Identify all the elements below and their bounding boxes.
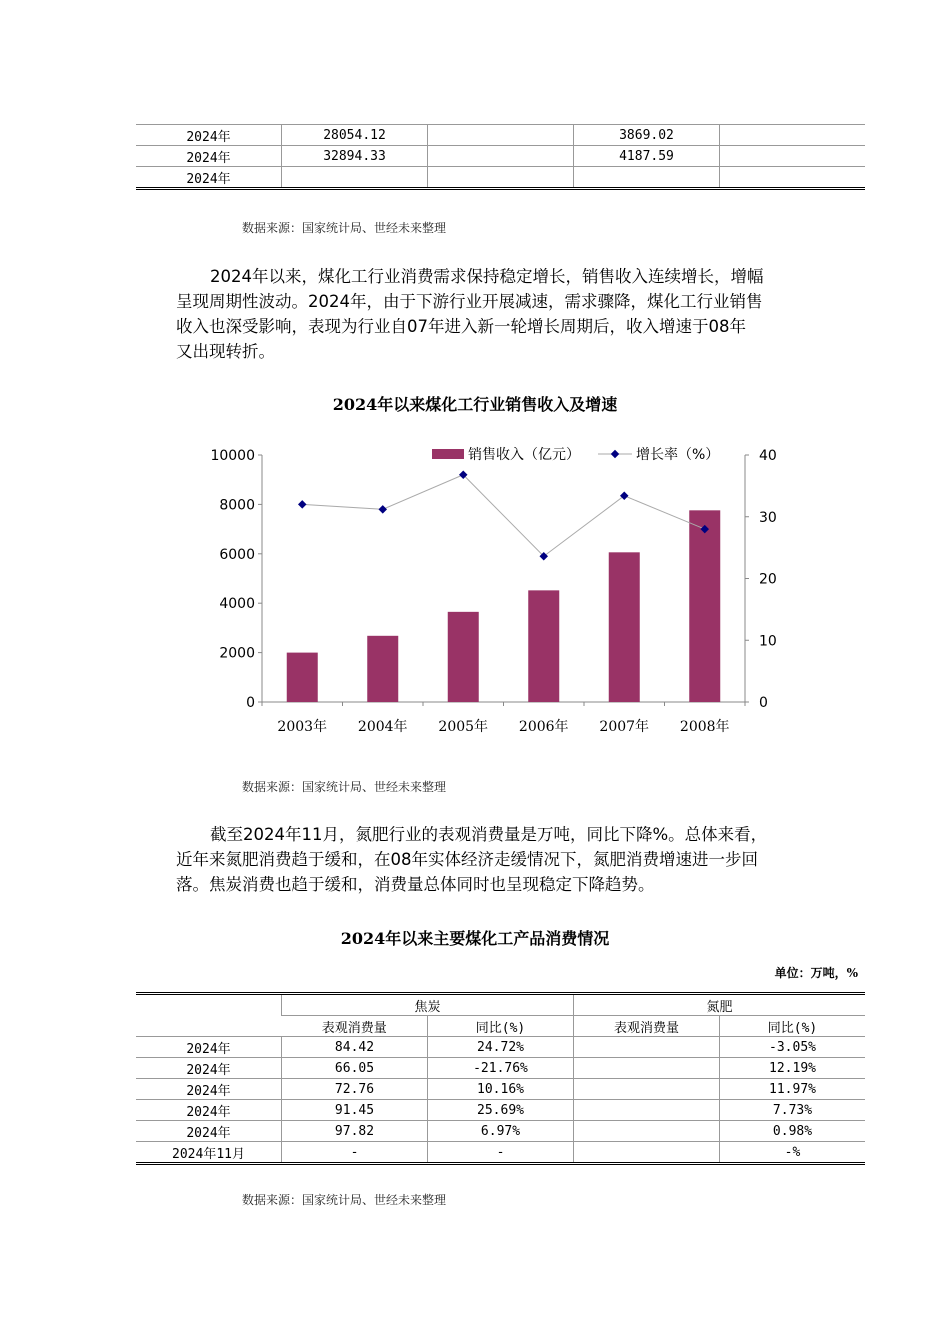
table-row (136, 1037, 865, 1058)
x-tick-label: 2005年 (438, 719, 489, 735)
table-cell: 91.45 (282, 1100, 428, 1121)
table-cell: 2024年 (136, 146, 282, 167)
x-tick-label: 2004年 (357, 719, 408, 735)
table-cell: 84.42 (282, 1037, 428, 1058)
subheader-cell: 表观消费量 (574, 1016, 720, 1037)
header-empty (136, 995, 282, 1037)
table-cell: 28054.12 (282, 125, 428, 146)
table-cell (428, 146, 574, 167)
growth-point (298, 500, 306, 508)
table-cell (428, 125, 574, 146)
y-tick-label: 4000 (219, 596, 255, 613)
subheader-cell: 表观消费量 (282, 1016, 428, 1037)
source-note-1: 数据来源：国家统计局、世经未来整理 (242, 221, 447, 235)
paragraph-2 (176, 822, 866, 897)
table-cell: 6.97% (428, 1121, 574, 1142)
x-tick-label: 2008年 (679, 719, 730, 735)
table-cell: 2024年 (136, 1121, 282, 1142)
table-cell: 32894.33 (282, 146, 428, 167)
revenue-growth-chart (200, 440, 777, 750)
paragraph-2-line: 截至2024年11月，氮肥行业的表观消费量是万吨，同比下降%。总体来看， (210, 825, 768, 844)
y-tick-label: 8000 (219, 497, 255, 514)
source-note-2: 数据来源：国家统计局、世经未来整理 (242, 780, 447, 794)
table-row (136, 1058, 865, 1079)
growth-line (302, 475, 705, 557)
source-note-3: 数据来源：国家统计局、世经未来整理 (242, 1193, 447, 1207)
legend-bar-swatch (432, 449, 464, 459)
table-cell: 2024年 (136, 1058, 282, 1079)
x-tick-label: 2007年 (599, 719, 650, 735)
y2-tick-label: 10 (759, 633, 777, 650)
table-cell: 2024年 (136, 167, 282, 189)
table-cell: 11.97% (720, 1079, 866, 1100)
x-tick-label: 2006年 (518, 719, 569, 735)
paragraph-1-line: 呈现周期性波动。2024年，由于下游行业开展减速，需求骤降，煤化工行业销售 (176, 292, 763, 311)
table-cell (574, 1100, 720, 1121)
table-row (136, 1079, 865, 1100)
table-cell (574, 1079, 720, 1100)
chart-title: 2024年以来煤化工行业销售收入及增速 (332, 395, 618, 414)
legend-line-label: 增长率（%） (636, 447, 720, 463)
table-cell (574, 1058, 720, 1079)
y2-tick-label: 20 (759, 571, 777, 588)
subheader-cell: 同比(%) (720, 1016, 866, 1037)
table-cell: 24.72% (428, 1037, 574, 1058)
y-tick-label: 2000 (219, 645, 255, 662)
top-table (136, 125, 865, 190)
table-cell (428, 167, 574, 189)
bar (528, 590, 559, 702)
bar (609, 552, 640, 702)
y2-tick-label: 40 (759, 448, 777, 464)
table-cell: 97.82 (282, 1121, 428, 1142)
paragraph-1-line: 收入也深受影响，表现为行业自07年进入新一轮增长周期后，收入增速于08年 (176, 317, 746, 336)
table-row (136, 125, 865, 146)
table-cell: 2024年 (136, 125, 282, 146)
y-tick-label: 10000 (210, 448, 255, 464)
table-cell (720, 125, 866, 146)
table-row (136, 1100, 865, 1121)
table-cell: 10.16% (428, 1079, 574, 1100)
top-table-wrap (136, 124, 865, 190)
table-cell: 2024年11月 (136, 1142, 282, 1164)
table-cell: 0.98% (720, 1121, 866, 1142)
table-cell: 66.05 (282, 1058, 428, 1079)
header-group-coke: 焦炭 (282, 995, 574, 1016)
legend-bar-label: 销售收入（亿元） (468, 447, 580, 463)
table-row (136, 167, 865, 189)
y-tick-label: 6000 (219, 546, 255, 563)
paragraph-1 (176, 264, 866, 364)
table-cell: 4187.59 (574, 146, 720, 167)
table-cell: 2024年 (136, 1037, 282, 1058)
paragraph-1-line: 又出现转折。 (176, 342, 275, 361)
y2-tick-label: 30 (759, 509, 777, 526)
table2-unit: 单位：万吨，% (774, 966, 858, 980)
table2-title: 2024年以来主要煤化工产品消费情况 (340, 929, 610, 948)
table-cell: 2024年 (136, 1100, 282, 1121)
y2-tick-label: 0 (759, 695, 768, 711)
table-row (136, 146, 865, 167)
table-cell: 12.19% (720, 1058, 866, 1079)
growth-point (379, 505, 387, 513)
table-cell: -% (720, 1142, 866, 1164)
table-cell: 2024年 (136, 1079, 282, 1100)
paragraph-2-line: 近年来氮肥消费趋于缓和，在08年实体经济走缓情况下，氮肥消费增速进一步回 (176, 850, 758, 869)
table-cell (574, 1037, 720, 1058)
table-cell (574, 1142, 720, 1164)
consumption-table (136, 995, 865, 1165)
y-tick-label: 0 (246, 695, 255, 711)
table2-wrap (136, 992, 865, 1165)
table-cell (720, 146, 866, 167)
x-tick-label: 2003年 (277, 719, 328, 735)
bar (448, 612, 479, 702)
table-header-row (136, 995, 865, 1016)
growth-point (620, 492, 628, 500)
header-group-nitrogen: 氮肥 (574, 995, 866, 1016)
table-cell: -21.76% (428, 1058, 574, 1079)
paragraph-1-line: 2024年以来，煤化工行业消费需求保持稳定增长，销售收入连续增长，增幅 (210, 267, 764, 286)
table-cell (282, 167, 428, 189)
table-cell: -3.05% (720, 1037, 866, 1058)
bar (367, 636, 398, 702)
table-cell: - (282, 1142, 428, 1164)
table-row (136, 1142, 865, 1164)
table-cell (720, 167, 866, 189)
legend-line-marker (611, 450, 619, 458)
table-row (136, 1121, 865, 1142)
bar (689, 510, 720, 702)
table-cell: 7.73% (720, 1100, 866, 1121)
table-cell (574, 167, 720, 189)
bar (287, 653, 318, 702)
table-cell: 3869.02 (574, 125, 720, 146)
table-cell: 25.69% (428, 1100, 574, 1121)
subheader-cell: 同比(%) (428, 1016, 574, 1037)
paragraph-2-line: 落。焦炭消费也趋于缓和，消费量总体同时也呈现稳定下降趋势。 (176, 875, 655, 894)
table-cell (574, 1121, 720, 1142)
table-cell: 72.76 (282, 1079, 428, 1100)
table-cell: - (428, 1142, 574, 1164)
